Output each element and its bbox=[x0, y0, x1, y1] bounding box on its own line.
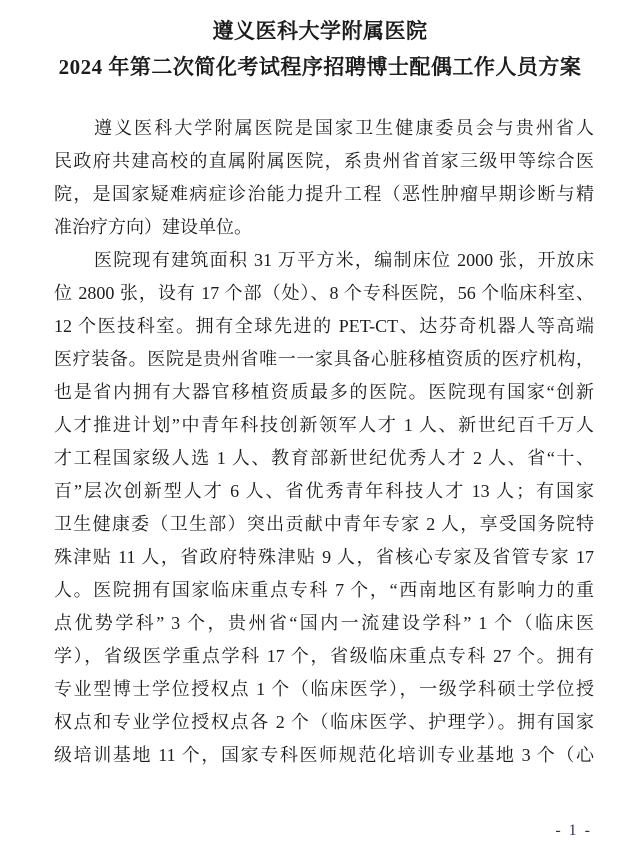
body-line: 学），省级医学重点学科 17 个，省级临床重点专科 27 个。拥有 bbox=[54, 646, 594, 666]
document-title-block bbox=[28, 13, 612, 85]
body-line: 卫生健康委（卫生部）突出贡献中青年专家 2 人，享受国务院特 bbox=[54, 514, 594, 534]
body-line: 遵义医科大学附属医院是国家卫生健康委员会与贵州省人 bbox=[94, 118, 594, 138]
body-line: 院，是国家疑难病症诊治能力提升工程（恶性肿瘤早期诊断与精 bbox=[54, 184, 594, 204]
body-line: 点优势学科” 3 个，贵州省“国内一流建设学科” 1 个（临床医 bbox=[54, 613, 594, 633]
body-line: 级培训基地 11 个，国家专科医师规范化培训专业基地 3 个（心 bbox=[54, 745, 594, 765]
body-line: 医疗装备。医院是贵州省唯一一家具备心脏移植资质的医疗机构， bbox=[54, 349, 594, 369]
page-number: - 1 - bbox=[555, 822, 592, 839]
body-line: 才工程国家级人选 1 人、教育部新世纪优秀人才 2 人、省“十、 bbox=[54, 448, 594, 468]
body-line: 人。医院拥有国家临床重点专科 7 个，“西南地区有影响力的重 bbox=[54, 580, 594, 600]
body-line: 殊津贴 11 人，省政府特殊津贴 9 人，省核心专家及省管专家 17 bbox=[54, 547, 594, 567]
document-title-line-2: 2024 年第二次简化考试程序招聘博士配偶工作人员方案 bbox=[58, 55, 582, 79]
body-line: 民政府共建高校的直属附属医院，系贵州省首家三级甲等综合医 bbox=[54, 151, 594, 171]
body-line: 权点和专业学位授权点各 2 个（临床医学、护理学）。拥有国家 bbox=[54, 712, 594, 732]
document-title-line-1: 遵义医科大学附属医院 bbox=[212, 19, 428, 43]
document-body bbox=[54, 112, 594, 772]
body-line: 百”层次创新型人才 6 人、省优秀青年科技人才 13 人；有国家 bbox=[54, 481, 594, 501]
body-line: 医院现有建筑面积 31 万平方米，编制床位 2000 张，开放床 bbox=[94, 250, 594, 270]
body-line: 也是省内拥有大器官移植资质最多的医院。医院现有国家“创新 bbox=[54, 382, 594, 402]
body-line: 准治疗方向）建设单位。 bbox=[54, 217, 252, 237]
body-line: 人才推进计划”中青年科技创新领军人才 1 人、新世纪百千万人 bbox=[54, 415, 594, 435]
body-line: 位 2800 张，设有 17 个部（处）、8 个专科医院，56 个临床科室、 bbox=[54, 283, 594, 303]
body-line: 12 个医技科室。拥有全球先进的 PET-CT、达芬奇机器人等高端 bbox=[54, 316, 594, 336]
body-line: 专业型博士学位授权点 1 个（临床医学），一级学科硕士学位授 bbox=[54, 679, 594, 699]
